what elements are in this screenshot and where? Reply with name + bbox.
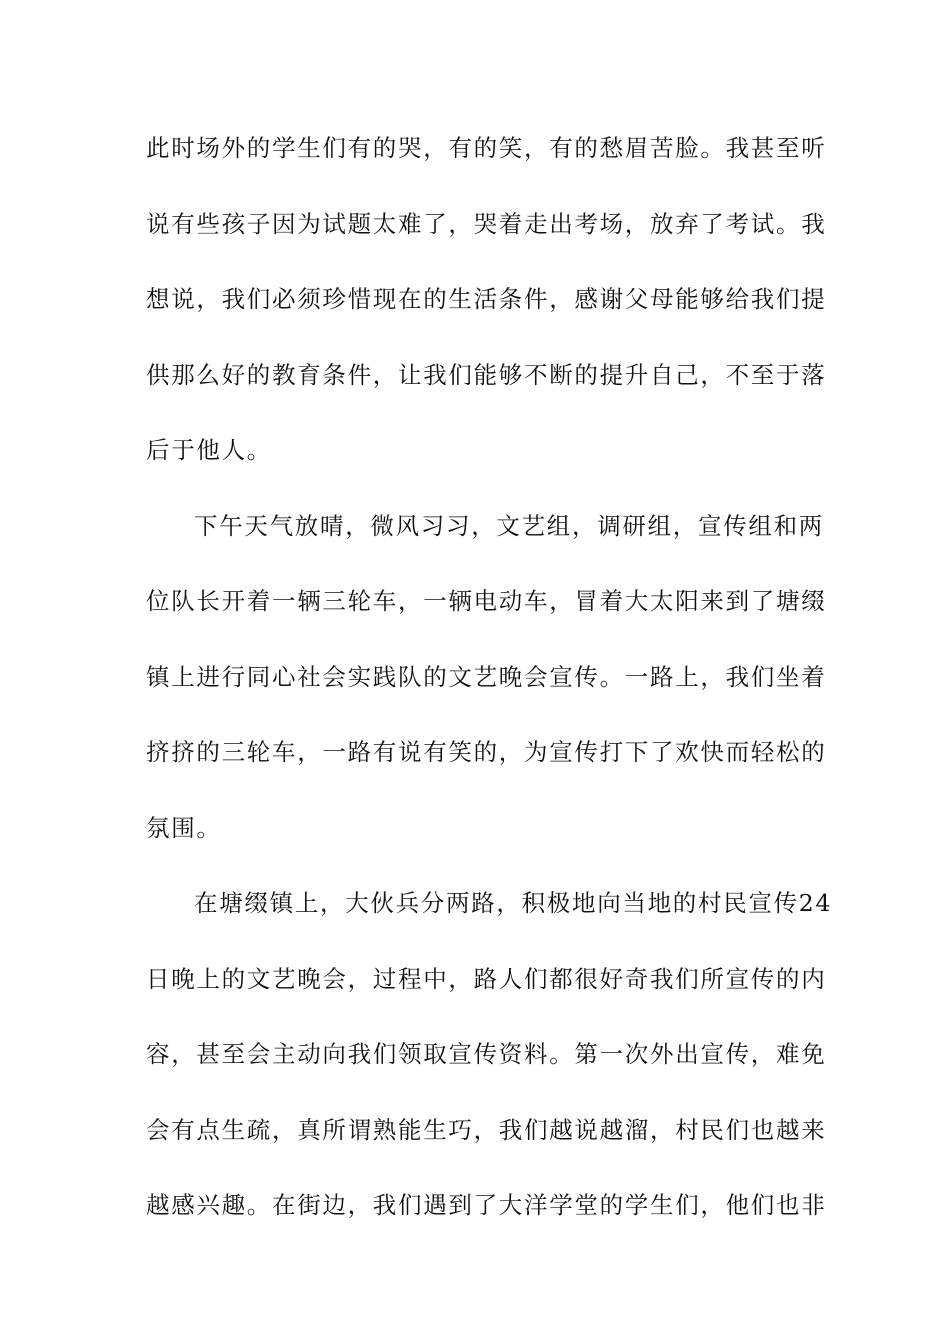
text-line: 日晚上的文艺晚会，过程中，路人们都很好奇我们所宣传的内 [146, 964, 827, 993]
text-line: 后于他人。 [146, 436, 272, 464]
text-line: 此时场外的学生们有的哭，有的笑，有的愁眉苦脸。我甚至听 [146, 134, 827, 162]
paragraph-first-line: 下午天气放晴，微风习习，文艺组，调研组，宣传组和两 [194, 511, 824, 540]
text-line: 越感兴趣。在街边，我们遇到了大洋学堂的学生们，他们也非 [146, 1191, 827, 1219]
text-line: 镇上进行同心社会实践队的文艺晚会宣传。一路上，我们坐着 [146, 662, 827, 691]
text-line: 氛围。 [146, 813, 222, 842]
text-line: 供那么好的教育条件，让我们能够不断的提升自己，不至于落 [146, 360, 827, 389]
text-line: 会有点生疏，真所谓熟能生巧，我们越说越溜，村民们也越来 [146, 1115, 827, 1144]
text-line: 容，甚至会主动向我们领取宣传资料。第一次外出宣传，难免 [146, 1040, 827, 1068]
text-line: 想说，我们必须珍惜现在的生活条件，感谢父母能够给我们提 [146, 285, 827, 313]
document-body [146, 128, 833, 1261]
text-line: 位队长开着一辆三轮车，一辆电动车，冒着大太阳来到了塘缀 [146, 587, 827, 615]
text-line: 说有些孩子因为试题太难了，哭着走出考场，放弃了考试。我 [146, 209, 827, 238]
paragraph-first-line: 在塘缀镇上，大伙兵分两路，积极地向当地的村民宣传24 [194, 889, 833, 917]
text-line: 挤挤的三轮车，一路有说有笑的，为宣传打下了欢快而轻松的 [146, 738, 827, 766]
